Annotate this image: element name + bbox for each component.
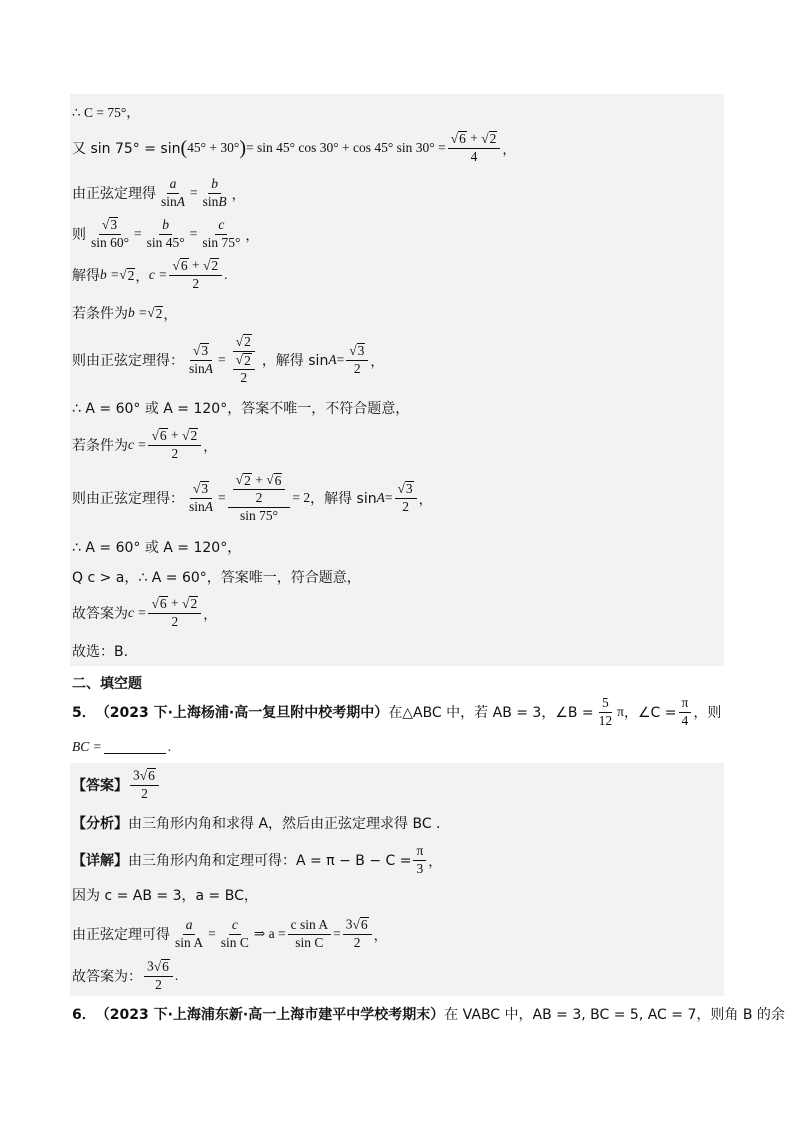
line-answer-c: 故答案为 c = √ 6 + √ 2 2 ，	[72, 595, 217, 629]
answer-blank	[104, 741, 166, 754]
fraction-sqrt3-sin60: √ 3 sin 60°	[91, 216, 130, 250]
detail-line: 【详解】 由三角形内角和定理可得：A = π − B − C = $\frac{\pi}{3}$ ，	[72, 842, 442, 876]
line-choose: 故选：B.	[72, 644, 129, 660]
fraction-5-12-pi: $\frac{5}{12}$	[598, 694, 613, 728]
fraction-c-sinC: $\frac{c}{\text{sin C}}$	[220, 916, 249, 950]
fraction-sin75: √ 6 + √ 2 4	[448, 131, 501, 164]
law-line: 由正弦定理可得 $\frac{a}{\text{sin A}}$ = $\frac{c}{\text{sin C}}$ ⇒ a = $\frac{\text{c sin A}}{\text{sin C}}$ = 3 √ 6 2 ，	[72, 916, 388, 950]
question-5-stem: 5． （2023 下·上海杨浦·高一复旦附中校考期中） 在△ABC 中，若 AB = 3，∠B = $\frac{5}{12}$ π ，∠C = $\frac{\pi}{4}$ ，则	[72, 694, 722, 728]
fraction-sqrt2-over: √ 2 √ 2 2	[228, 334, 260, 385]
line-law-b: 则由正弦定理得： √ 3 sinA = √ 2 √ 2 2 ，解得 sin A = √ 3 2 ，	[72, 333, 384, 385]
fraction-final: 3 √ 6 2	[144, 959, 173, 992]
fraction-a-sinA: $\frac{a}{\sin A}$	[161, 175, 186, 209]
fraction-c-sin75: $\frac{c}{\sin 75^\circ}$	[202, 216, 241, 250]
line-then-ratios: 则 √ 3 sin 60° = $\frac{b}{\sin 45^\circ}$ = $\frac{c}{\sin 75^\circ}$ ，	[72, 216, 259, 250]
line-sin75: 又 sin 75° = sin ( 45° + 30° ) = sin 45° cos 30° + cos 45° sin 30° = √ 6 + √ 2 4 ，	[72, 130, 516, 164]
final-answer-line: 故答案为： 3 √ 6 2 .	[72, 958, 179, 992]
line-solve-bc: 解得 b = √ 2 ， c = √ 6 + √ 2 2 .	[72, 257, 228, 291]
fraction-compound: √ 2 + √ 6 2 sin 75°	[228, 473, 291, 524]
fraction-csinA-sinC: $\frac{\text{c sin A}}{\text{sin C}}$	[288, 918, 332, 951]
detail-label: 【详解】	[72, 853, 128, 869]
text-sin75-pre: 又 sin 75° = sin	[72, 141, 181, 157]
line-law-c: 则由正弦定理得： √ 3 sinA = √ 2 + √ 6 2 sin 75° = 2 ，解得 sin A = √ 3 2 ，	[72, 471, 433, 523]
analysis-label: 【分析】	[72, 816, 128, 832]
line-if-b: 若条件为 b = √ 2 ，	[72, 305, 177, 322]
line-unique: Q c > a，∴ A = 60°，答案唯一，符合题意，	[72, 570, 361, 586]
text-sin75-mid: = sin 45° cos 30° + cos 45° sin 30° =	[245, 140, 446, 155]
question-source: （2023 下·上海杨浦·高一复旦附中校考期中）	[95, 705, 389, 721]
fraction-a-sinA-q5: $\frac{a}{\text{sin A}}$	[175, 916, 204, 950]
fraction-c-cond: √ 6 + √ 2 2	[148, 428, 201, 461]
question-number: 5．	[72, 705, 96, 721]
question-5-blank-line: BC = .	[72, 739, 172, 754]
question-number: 6．	[72, 1007, 96, 1023]
fraction-sinA-value-2: √ 3 2	[395, 481, 417, 514]
line-if-c: 若条件为 c = √ 6 + √ 2 2 ，	[72, 427, 217, 461]
fraction-pi-3: $\frac{\pi}{3}$	[413, 844, 426, 877]
fraction-sqrt3-sinA: √ 3 sinA	[189, 342, 214, 376]
text-c75: ∴ C = 75°，	[72, 105, 140, 120]
question-6-stem: 6． （2023 下·上海浦东新·高一上海市建平中学校考期末） 在 VABC 中，AB = 3, BC = 5, AC = 7，则角 B 的余	[72, 1003, 785, 1025]
because-line: 因为 c = AB = 3，a = BC，	[72, 888, 258, 904]
line-A-options: ∴ A = 60° 或 A = 120°，	[72, 540, 242, 556]
answer-line	[72, 768, 161, 802]
fraction-c-answer: √ 6 + √ 2 2	[148, 596, 201, 629]
fraction-answer: 3 √ 6 2	[130, 768, 159, 801]
fraction-b-sinB: $\frac{b}{\sin B}$	[202, 175, 227, 209]
fraction-sinA-value: √ 3 2	[346, 343, 368, 376]
line-c75	[72, 101, 140, 121]
line-not-unique: ∴ A = 60° 或 A = 120°，答案不唯一，不符合题意，	[72, 401, 410, 417]
fraction-result: 3 √ 6 2	[343, 917, 372, 950]
fraction-sqrt3-sinA-2: √ 3 sinA	[189, 480, 214, 514]
answer-label: 【答案】	[72, 778, 128, 794]
fraction-pi-4: $\frac{\pi}{4}$	[679, 696, 692, 729]
question-source: （2023 下·上海浦东新·高一上海市建平中学校考期末）	[95, 1007, 445, 1023]
fraction-b-sin45: $\frac{b}{\sin 45^\circ}$	[146, 216, 185, 250]
text-sin75-arg: 45° + 30°	[187, 140, 240, 155]
line-law-sines: 由正弦定理得 $\frac{a}{\sin A}$ = $\frac{b}{\sin B}$ ，	[72, 175, 246, 209]
fraction-c-value: √ 6 + √ 2 2	[169, 258, 222, 291]
section-heading: 二、填空题	[72, 676, 142, 692]
analysis-line: 【分析】 由三角形内角和求得 A，然后由正弦定理求得 BC .	[72, 812, 441, 834]
